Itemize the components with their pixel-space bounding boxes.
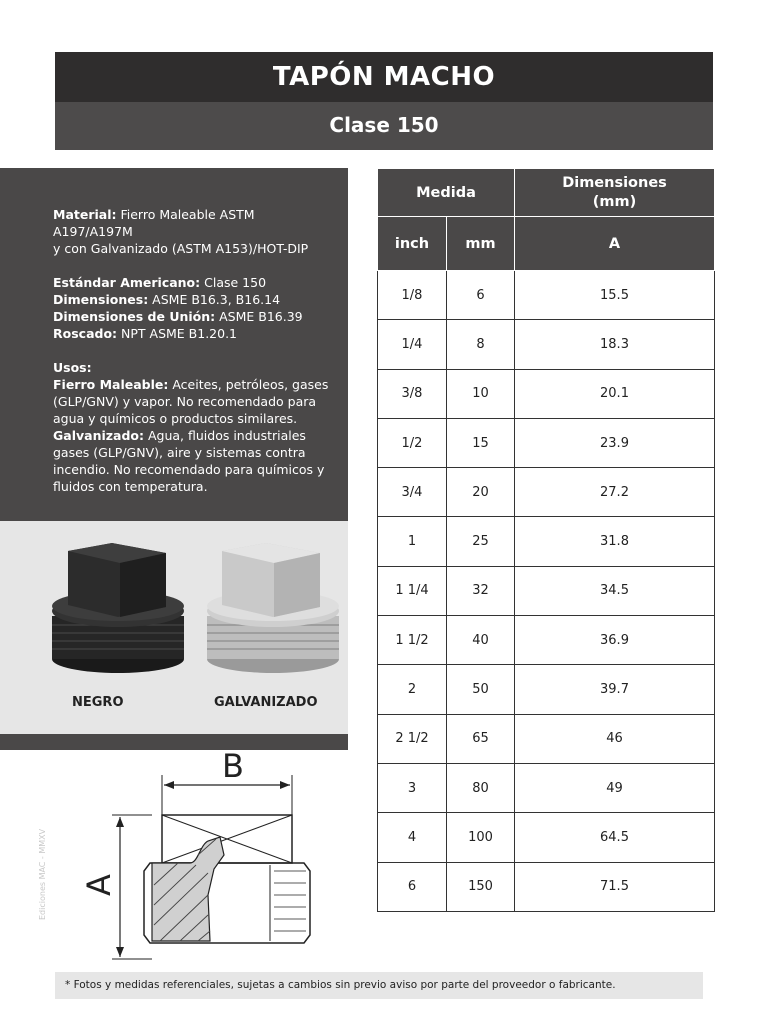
- union-value: ASME B16.39: [215, 309, 303, 324]
- standard-value: Clase 150: [200, 275, 267, 290]
- inch-cell: 2: [378, 665, 447, 714]
- dimensions-label: Dimensiones:: [53, 292, 149, 307]
- table-row: [378, 665, 715, 714]
- inch-cell: 3/8: [378, 369, 447, 418]
- page-title: TAPÓN MACHO: [55, 52, 713, 102]
- dimension-b-label: B: [222, 747, 244, 785]
- dimensions-table-body: [378, 271, 715, 912]
- union-label: Dimensiones de Unión:: [53, 309, 216, 324]
- inch-cell: 1: [378, 517, 447, 566]
- mm-cell: 8: [447, 320, 515, 369]
- mm-cell: 32: [447, 566, 515, 615]
- thread-label: Roscado:: [53, 326, 118, 341]
- disclaimer-footnote: * Fotos y medidas referenciales, sujetas a cambios sin previo aviso por parte del proveedor o fabricante.: [55, 972, 703, 999]
- table-row: [378, 468, 715, 517]
- mm-cell: 50: [447, 665, 515, 714]
- inch-cell: 1 1/2: [378, 616, 447, 665]
- a-cell: 27.2: [515, 468, 715, 517]
- a-cell: 18.3: [515, 320, 715, 369]
- page-subtitle: Clase 150: [55, 102, 713, 150]
- material-value-2: y con Galvanizado (ASTM A153)/HOT-DIP: [53, 241, 309, 256]
- mm-cell: 25: [447, 517, 515, 566]
- mm-cell: 20: [447, 468, 515, 517]
- inch-column-header: inch: [378, 217, 447, 271]
- table-row: [378, 714, 715, 763]
- a-cell: 39.7: [515, 665, 715, 714]
- a-cell: 36.9: [515, 616, 715, 665]
- table-row: [378, 813, 715, 862]
- galvanized-use-label: Galvanizado:: [53, 428, 144, 443]
- mm-cell: 10: [447, 369, 515, 418]
- material-value: Fierro Maleable ASTM A197/A197M: [53, 207, 255, 239]
- malleable-label: Fierro Maleable:: [53, 377, 169, 392]
- mm-cell: 40: [447, 616, 515, 665]
- material-spec: [53, 206, 332, 257]
- dimensions-value: ASME B16.3, B16.14: [148, 292, 281, 307]
- spec-panel: [0, 168, 348, 521]
- table-row: [378, 320, 715, 369]
- technical-drawing: [30, 745, 330, 965]
- product-photos: [0, 521, 348, 734]
- table-row: [378, 566, 715, 615]
- inch-cell: 2 1/2: [378, 714, 447, 763]
- uses-spec: [53, 359, 332, 495]
- mm-cell: 100: [447, 813, 515, 862]
- standard-label: Estándar Americano:: [53, 275, 201, 290]
- table-row: [378, 862, 715, 911]
- mm-cell: 80: [447, 763, 515, 812]
- a-cell: 31.8: [515, 517, 715, 566]
- mm-column-header: mm: [447, 217, 515, 271]
- a-cell: 34.5: [515, 566, 715, 615]
- dimensiones-header: Dimensiones (mm): [515, 169, 715, 217]
- inch-cell: 4: [378, 813, 447, 862]
- inch-cell: 6: [378, 862, 447, 911]
- inch-cell: 3: [378, 763, 447, 812]
- uses-label: Usos:: [53, 360, 92, 375]
- table-row: [378, 616, 715, 665]
- table-row: [378, 369, 715, 418]
- a-cell: 64.5: [515, 813, 715, 862]
- table-row: [378, 517, 715, 566]
- black-finish-label: NEGRO: [72, 695, 124, 710]
- galvanized-use-value: Agua, fluidos industriales gases (GLP/GNV), aire y sistemas contra incendio. No recomendado para químicos y fluidos con temperatura.: [53, 428, 325, 494]
- table-row: [378, 271, 715, 320]
- inch-cell: 3/4: [378, 468, 447, 517]
- standards-spec: [53, 274, 332, 342]
- edition-watermark: Ediciones MAC - MMXV: [38, 828, 47, 920]
- malleable-value: Aceites, petróleos, gases (GLP/GNV) y vapor. No recomendado para agua y químicos o productos similares.: [53, 377, 329, 426]
- mm-cell: 150: [447, 862, 515, 911]
- galvanized-finish-label: GALVANIZADO: [214, 695, 318, 710]
- table-row: [378, 418, 715, 467]
- inch-cell: 1/2: [378, 418, 447, 467]
- mm-cell: 6: [447, 271, 515, 320]
- a-column-header: A: [515, 217, 715, 271]
- dimensions-table: [377, 168, 715, 912]
- a-cell: 49: [515, 763, 715, 812]
- medida-header: Medida: [378, 169, 515, 217]
- inch-cell: 1/4: [378, 320, 447, 369]
- thread-value: NPT ASME B1.20.1: [117, 326, 237, 341]
- a-cell: 71.5: [515, 862, 715, 911]
- material-label: Material:: [53, 207, 117, 222]
- a-cell: 20.1: [515, 369, 715, 418]
- a-cell: 23.9: [515, 418, 715, 467]
- dimension-a-label: A: [80, 874, 118, 896]
- a-cell: 15.5: [515, 271, 715, 320]
- inch-cell: 1 1/4: [378, 566, 447, 615]
- mm-cell: 65: [447, 714, 515, 763]
- inch-cell: 1/8: [378, 271, 447, 320]
- a-cell: 46: [515, 714, 715, 763]
- table-row: [378, 763, 715, 812]
- mm-cell: 15: [447, 418, 515, 467]
